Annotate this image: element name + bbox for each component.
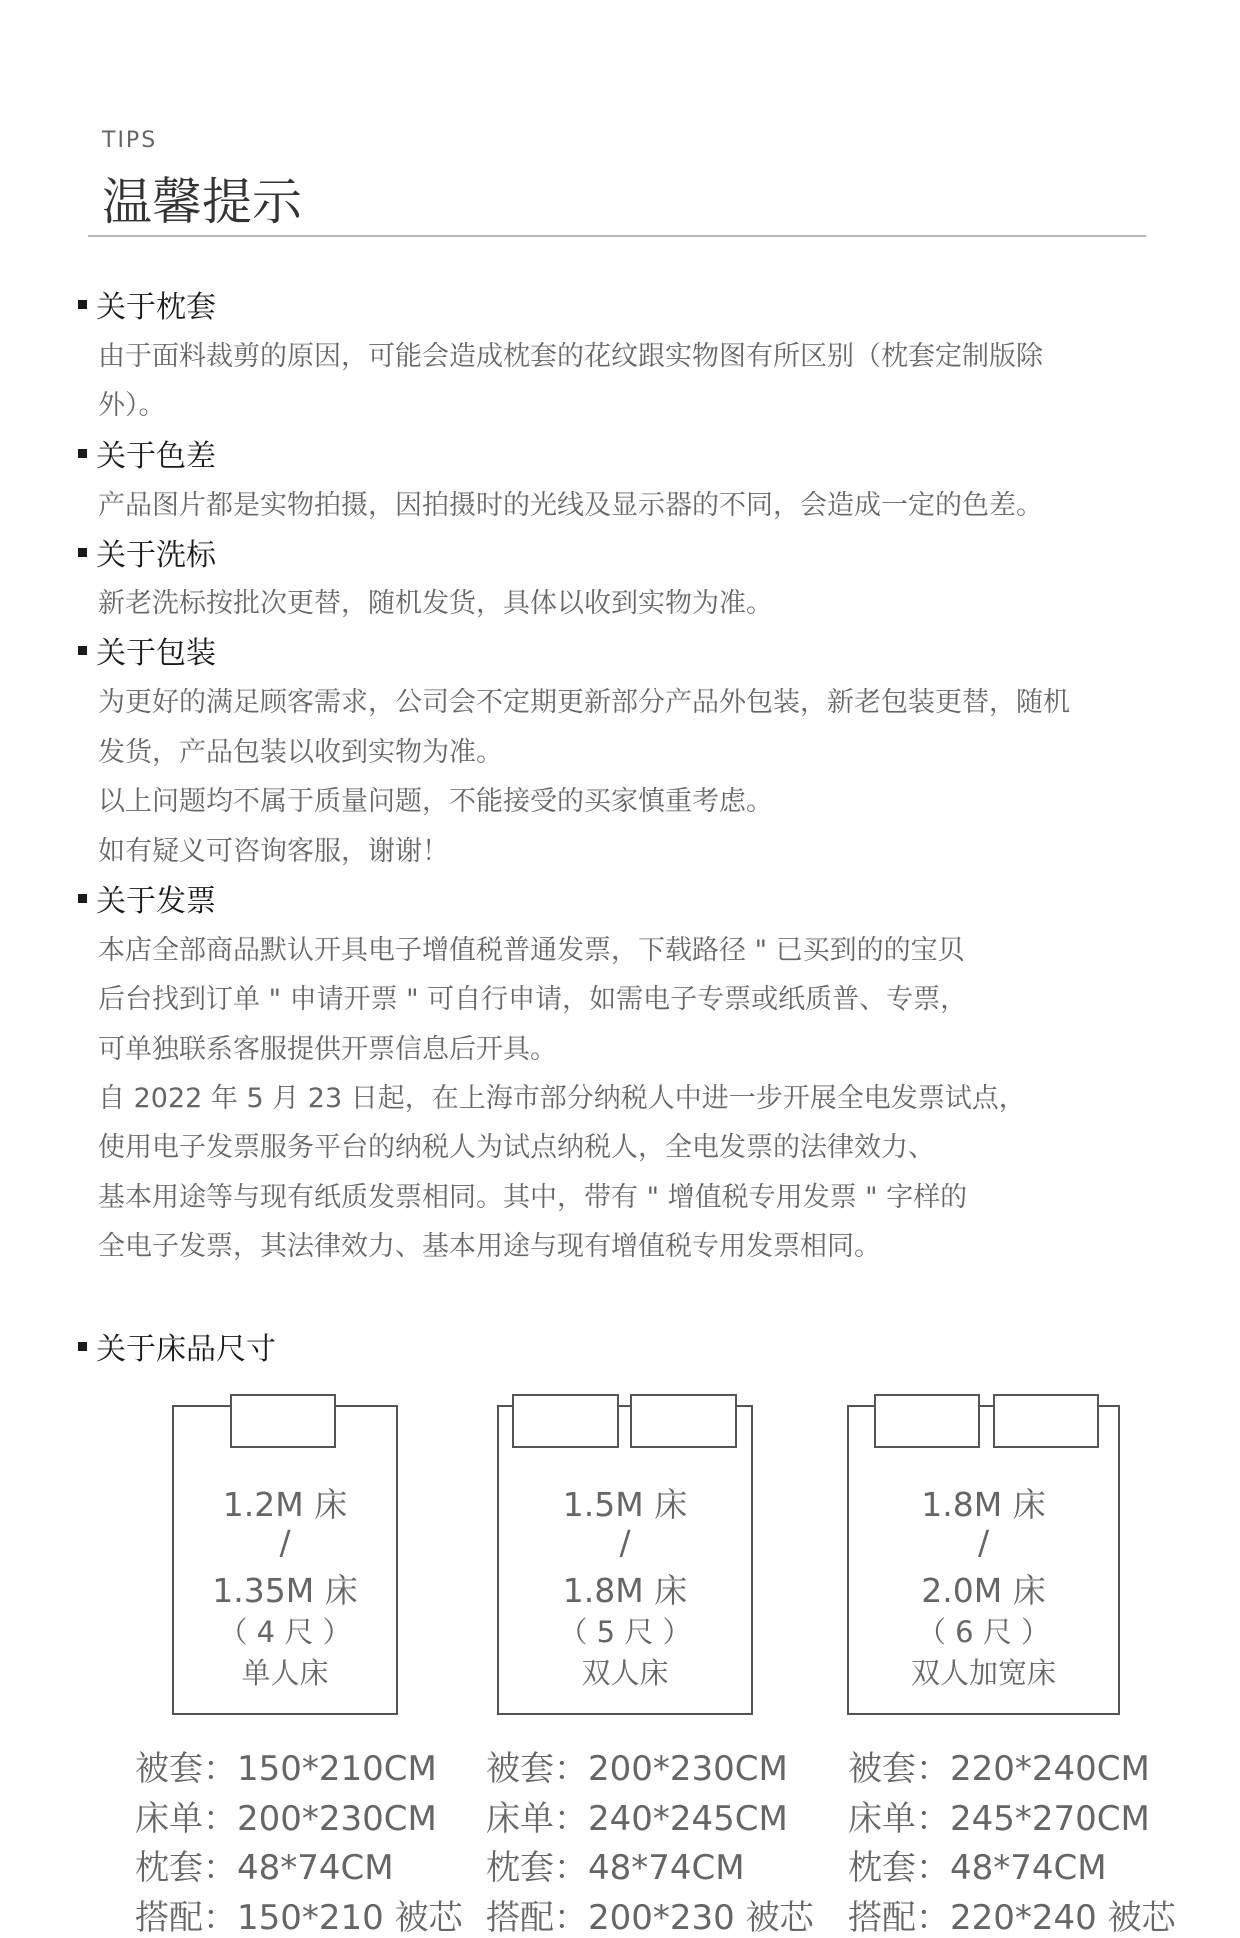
bed-chi: （ 6 尺 ） xyxy=(916,1615,1051,1649)
pillow-shape xyxy=(630,1394,737,1448)
bed-type: 单人床 xyxy=(241,1656,329,1690)
section-title: 关于洗标 xyxy=(96,538,216,573)
bed-chi: （ 5 尺 ） xyxy=(558,1615,692,1649)
paragraph-line: 产品图片都是实物拍摄，因拍摄时的光线及显示器的不同，会造成一定的色差。 xyxy=(98,490,1043,521)
bullet-icon xyxy=(78,1342,87,1351)
bed-size-slash: / xyxy=(619,1523,631,1562)
paragraph-line: 以上问题均不属于质量问题，不能接受的买家慎重考虑。 xyxy=(98,786,773,817)
paragraph-line: 新老洗标按批次更替，随机发货，具体以收到实物为准。 xyxy=(98,588,773,619)
pillow-shape xyxy=(512,1394,619,1448)
section-heading xyxy=(78,532,216,572)
paragraph-line: 为更好的满足顾客需求，公司会不定期更新部分产品外包装，新老包装更替，随机 xyxy=(98,687,1070,718)
section-title: 关于床品尺寸 xyxy=(96,1332,276,1367)
paragraph-line: 后台找到订单 " 申请开票 " 可自行申请，如需电子专票或纸质普、专票， xyxy=(98,984,968,1015)
spec-bed-sheet: 床单：200*230CM xyxy=(135,1799,437,1839)
spec-duvet-cover: 被套：200*230CM xyxy=(486,1749,788,1789)
section-heading xyxy=(78,284,216,324)
spec-pillowcase: 枕套：48*74CM xyxy=(848,1848,1107,1888)
bullet-icon xyxy=(78,548,87,557)
spec-duvet-cover: 被套：220*240CM xyxy=(848,1749,1150,1789)
section-title: 关于发票 xyxy=(96,884,216,919)
spec-pillowcase: 枕套：48*74CM xyxy=(486,1848,745,1888)
spec-bed-sheet: 床单：245*270CM xyxy=(848,1799,1150,1839)
paragraph-line: 如有疑义可咨询客服，谢谢！ xyxy=(98,836,449,867)
bed-size-slash: / xyxy=(977,1523,990,1562)
paragraph-line: 使用电子发票服务平台的纳税人为试点纳税人，全电发票的法律效力、 xyxy=(98,1132,935,1163)
section-heading xyxy=(78,433,216,473)
spec-matching-quilt: 搭配：200*230 被芯 xyxy=(486,1898,814,1938)
bed-size-secondary: 2.0M 床 xyxy=(921,1571,1046,1610)
paragraph-line: 外）。 xyxy=(98,390,166,421)
section-heading xyxy=(78,878,216,918)
section-title: 关于色差 xyxy=(96,439,216,474)
bed-type: 双人床 xyxy=(581,1656,669,1690)
bullet-icon xyxy=(78,449,87,458)
spec-pillowcase: 枕套：48*74CM xyxy=(135,1848,394,1888)
section-title: 关于包装 xyxy=(96,636,216,671)
bed-diagram-double xyxy=(497,1405,753,1715)
paragraph-line: 基本用途等与现有纸质发票相同。其中，带有 " 增值税专用发票 " 字样的 xyxy=(98,1182,968,1213)
tips-label: TIPS xyxy=(102,128,158,153)
paragraph-line: 由于面料裁剪的原因，可能会造成枕套的花纹跟实物图有所区别（枕套定制版除 xyxy=(98,341,1043,372)
page-title: 温馨提示 xyxy=(102,173,302,231)
spec-bed-sheet: 床单：240*245CM xyxy=(486,1799,788,1839)
paragraph-line: 自 2022 年 5 月 23 日起，在上海市部分纳税人中进一步开展全电发票试点， xyxy=(98,1083,1026,1114)
paragraph-line: 本店全部商品默认开具电子增值税普通发票，下载路径 " 已买到的的宝贝 xyxy=(98,935,965,966)
pillow-shape xyxy=(993,1394,1099,1448)
bed-diagram-single xyxy=(172,1405,398,1715)
bullet-icon xyxy=(78,646,87,655)
bed-size-primary: 1.2M 床 xyxy=(222,1485,348,1524)
bed-size-secondary: 1.35M 床 xyxy=(212,1571,358,1610)
bed-size-slash: / xyxy=(279,1523,291,1562)
section-title: 关于枕套 xyxy=(96,290,216,325)
section-heading xyxy=(78,630,216,670)
bed-size-primary: 1.5M 床 xyxy=(562,1485,688,1524)
paragraph-line: 全电子发票，其法律效力、基本用途与现有增值税专用发票相同。 xyxy=(98,1231,881,1262)
spec-duvet-cover: 被套：150*210CM xyxy=(135,1749,437,1789)
section-heading xyxy=(78,1326,276,1366)
bed-type: 双人加宽床 xyxy=(910,1656,1056,1690)
bullet-icon xyxy=(78,300,87,309)
spec-matching-quilt: 搭配：150*210 被芯 xyxy=(135,1898,463,1938)
pillow-shape xyxy=(230,1394,336,1448)
bed-diagram-king xyxy=(847,1405,1120,1715)
bed-chi: （ 4 尺 ） xyxy=(218,1615,352,1649)
paragraph-line: 发货，产品包装以收到实物为准。 xyxy=(98,737,503,768)
header-divider xyxy=(88,235,1146,237)
bed-size-secondary: 1.8M 床 xyxy=(562,1571,688,1610)
pillow-shape xyxy=(874,1394,980,1448)
spec-matching-quilt: 搭配：220*240 被芯 xyxy=(848,1898,1176,1938)
paragraph-line: 可单独联系客服提供开票信息后开具。 xyxy=(98,1034,557,1065)
bullet-icon xyxy=(78,894,87,903)
bed-size-primary: 1.8M 床 xyxy=(921,1485,1046,1524)
